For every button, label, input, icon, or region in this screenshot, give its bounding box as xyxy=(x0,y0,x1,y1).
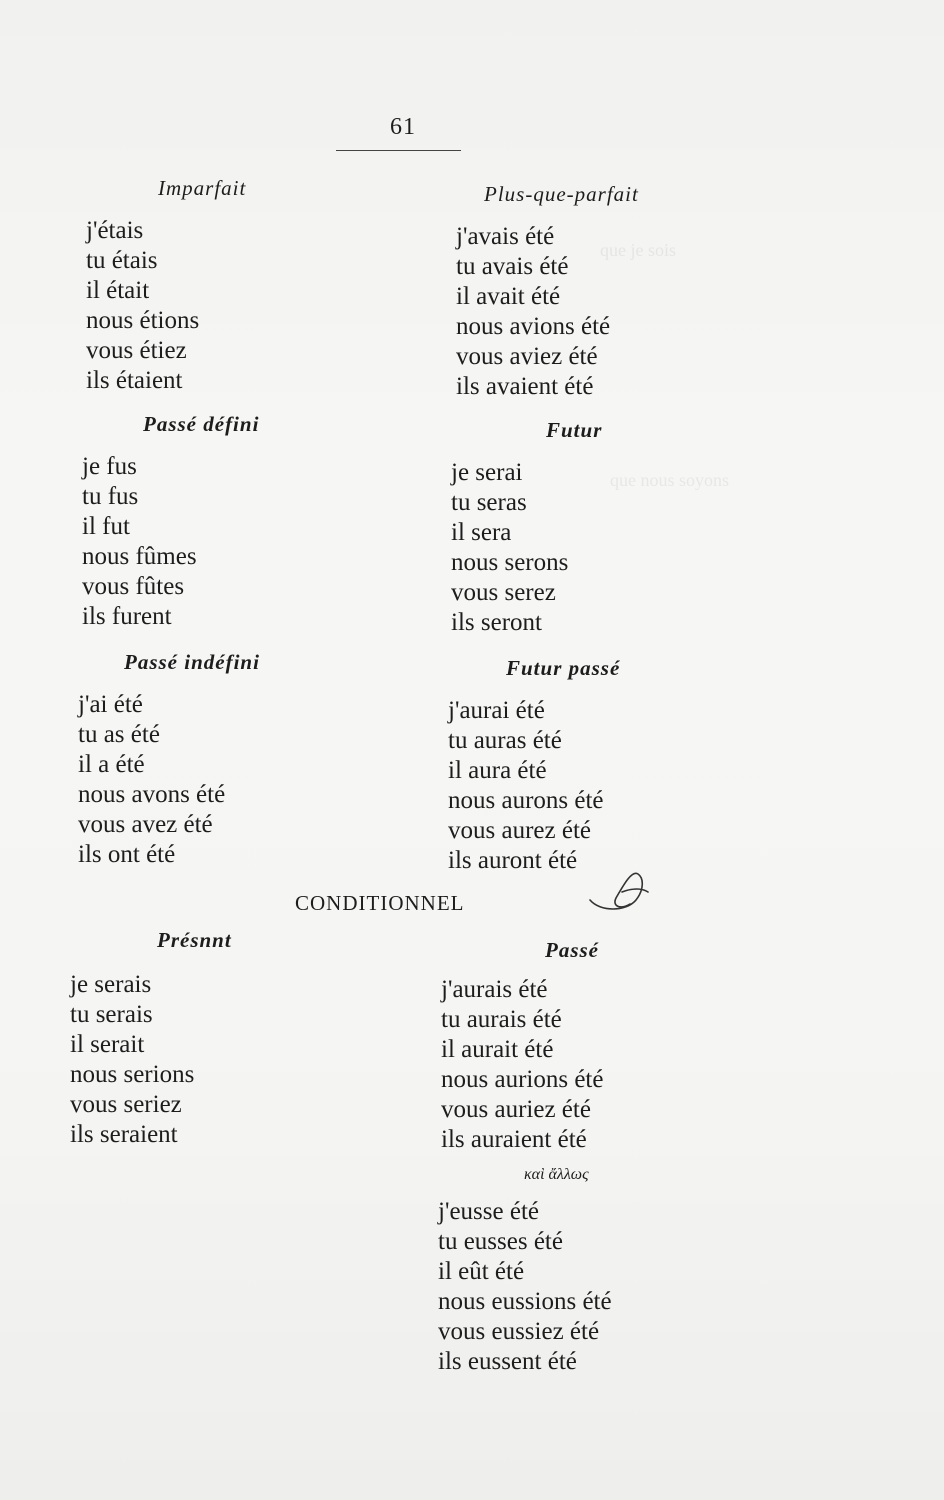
conjugation-line: vous aurez été xyxy=(448,817,591,844)
alternative-label: καὶ ἄλλως xyxy=(524,1166,589,1183)
handwritten-flourish xyxy=(586,866,650,914)
futur-conjugation xyxy=(451,458,568,638)
conjugation-line: vous aviez été xyxy=(456,343,598,370)
conjugation-line: vous avez été xyxy=(78,811,213,838)
conjugation-line: vous fûtes xyxy=(82,573,185,600)
heading-passe: Passé xyxy=(545,938,599,962)
conjugation-line: je fus xyxy=(82,453,137,480)
conjugation-line: j'aurais été xyxy=(441,976,548,1003)
conjugation-line: tu aurais été xyxy=(441,1006,562,1033)
conjugation-line: il a été xyxy=(78,751,145,778)
conjugation-line: il aura été xyxy=(448,757,547,784)
futur-passe-conjugation xyxy=(448,696,604,876)
heading-imparfait: Imparfait xyxy=(158,176,247,200)
conjugation-line: ils ont été xyxy=(78,841,176,868)
conjugation-line: nous étions xyxy=(86,307,200,334)
conjugation-line: il sera xyxy=(451,519,512,546)
conjugation-line: je serai xyxy=(451,459,523,486)
show-through-text: que je sois xyxy=(600,240,676,260)
conjugation-line: j'ai été xyxy=(78,691,143,718)
conjugation-line: il serait xyxy=(70,1031,145,1058)
conjugation-line: il fut xyxy=(82,513,130,540)
conjugation-line: ils seraient xyxy=(70,1121,178,1148)
conjugation-line: tu avais été xyxy=(456,253,569,280)
conjugation-line: tu eusses été xyxy=(438,1228,563,1255)
conjugation-line: tu fus xyxy=(82,483,139,510)
passe-defini-conjugation xyxy=(82,452,197,632)
heading-passe-indefini: Passé indéfini xyxy=(124,650,260,674)
page-number-rule xyxy=(336,150,461,151)
conjugation-line: j'eusse été xyxy=(438,1198,539,1225)
heading-futur: Futur xyxy=(546,418,603,442)
conjugation-line: nous eussions été xyxy=(438,1288,612,1315)
conjugation-line: nous avions été xyxy=(456,313,611,340)
conjugation-line: ils furent xyxy=(82,603,172,630)
conjugation-line: tu étais xyxy=(86,247,158,274)
conjugation-line: vous serez xyxy=(451,579,556,606)
conjugation-line: tu seras xyxy=(451,489,527,516)
conjugation-line: j'avais été xyxy=(456,223,555,250)
conjugation-line: tu auras été xyxy=(448,727,562,754)
plus-que-parfait-conjugation xyxy=(456,222,610,402)
conjugation-line: j'aurai été xyxy=(448,697,545,724)
conjugation-line: vous auriez été xyxy=(441,1096,591,1123)
conjugation-line: il avait été xyxy=(456,283,561,310)
conjugation-line: il aurait été xyxy=(441,1036,554,1063)
conjugation-line: ils avaient été xyxy=(456,373,594,400)
present-conjugation xyxy=(70,970,194,1150)
conjugation-line: nous avons été xyxy=(78,781,226,808)
conditionnel-title: CONDITIONNEL xyxy=(295,891,465,915)
conjugation-line: nous aurons été xyxy=(448,787,604,814)
conjugation-line: il était xyxy=(86,277,150,304)
conjugation-line: nous serions xyxy=(70,1061,195,1088)
alternative-conjugation xyxy=(438,1197,612,1377)
conjugation-line: nous aurions été xyxy=(441,1066,604,1093)
heading-futur-passe: Futur passé xyxy=(506,656,621,680)
imparfait-conjugation xyxy=(86,216,199,396)
conjugation-line: vous seriez xyxy=(70,1091,182,1118)
heading-passe-defini: Passé défini xyxy=(143,412,260,436)
show-through-text: que nous soyons xyxy=(610,470,730,490)
conjugation-line: ils auront été xyxy=(448,847,578,874)
conjugation-line: ils eussent été xyxy=(438,1348,577,1375)
passe-indefini-conjugation xyxy=(78,690,225,870)
conjugation-line: nous fûmes xyxy=(82,543,197,570)
heading-present: Présnnt xyxy=(157,928,232,952)
conjugation-line: il eût été xyxy=(438,1258,525,1285)
conjugation-line: nous serons xyxy=(451,549,569,576)
conjugation-line: ils étaient xyxy=(86,367,183,394)
conjugation-line: ils auraient été xyxy=(441,1126,587,1153)
conjugation-line: tu serais xyxy=(70,1001,153,1028)
passe-conjugation xyxy=(441,975,603,1155)
conjugation-line: je serais xyxy=(70,971,152,998)
conjugation-line: j'étais xyxy=(86,217,144,244)
heading-plus-que-parfait: Plus-que-parfait xyxy=(484,182,639,206)
conjugation-line: vous eussiez été xyxy=(438,1318,600,1345)
page-number: 61 xyxy=(390,114,416,140)
conjugation-line: tu as été xyxy=(78,721,160,748)
conjugation-line: vous étiez xyxy=(86,337,187,364)
conjugation-line: ils seront xyxy=(451,609,542,636)
